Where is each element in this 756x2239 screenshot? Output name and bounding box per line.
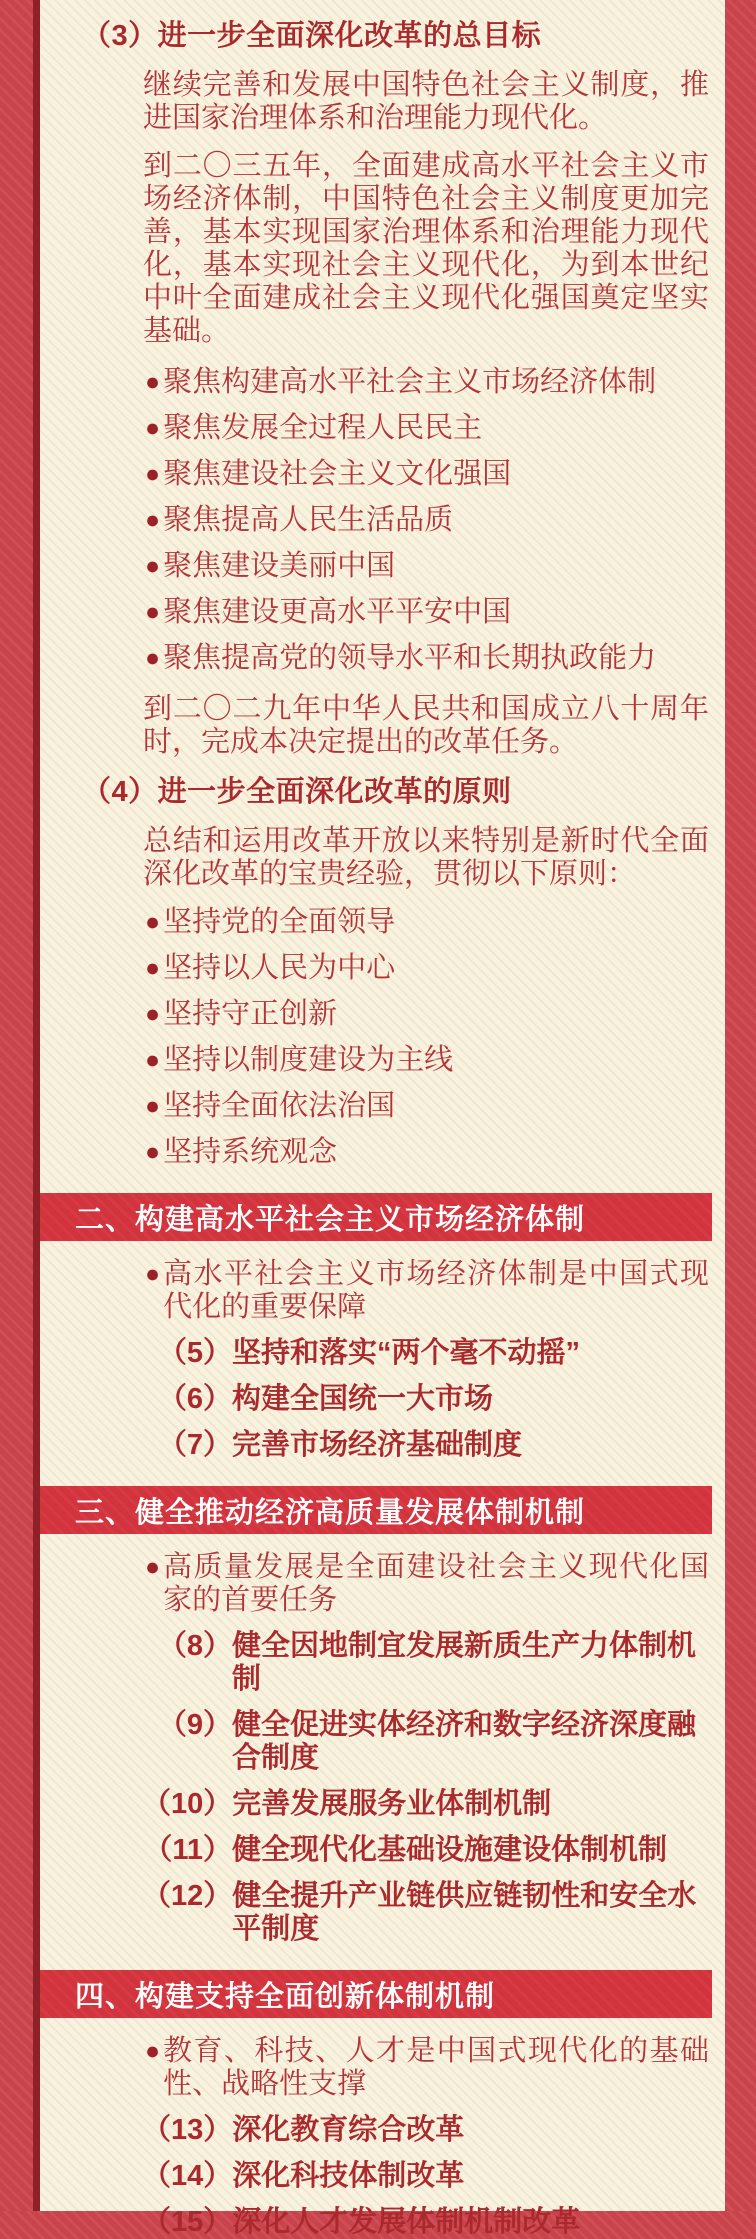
focus-bullet-list: [40, 366, 725, 675]
item-text: 深化人才发展体制机制改革: [232, 2206, 581, 2238]
section-lead-label: 教育、科技、人才是中国式现代化的基础性、战略性支撑: [163, 2035, 709, 2100]
list-item: [40, 458, 725, 491]
section-lead-label: 高水平社会主义市场经济体制是中国式现代化的重要保障: [163, 1258, 709, 1323]
list-item: [40, 1136, 725, 1169]
principle-bullet-list: [40, 906, 725, 1169]
item-number: （11）: [143, 1834, 232, 1866]
section-banner-2: 二、构建高水平社会主义市场经济体制: [40, 1193, 712, 1241]
item-number: （15）: [142, 2206, 233, 2238]
section-lead: [40, 2035, 725, 2101]
list-item: [40, 952, 725, 985]
bullet-dot-icon: ●: [145, 1553, 161, 1581]
item-text: 坚持和落实“两个毫不动摇”: [232, 1337, 581, 1369]
item-text: 健全现代化基础设施建设体制机制: [232, 1834, 668, 1866]
section-lead: [40, 1551, 725, 1617]
section-lead: [40, 1258, 725, 1324]
bullet-dot-icon: ●: [145, 506, 161, 534]
list-item-label: 聚焦建设美丽中国: [163, 550, 396, 582]
item-number: （12）: [142, 1880, 233, 1912]
item-number: （5）: [157, 1337, 232, 1369]
heading-item-4: （4）进一步全面深化改革的原则: [82, 776, 512, 808]
numbered-item-12: [40, 1880, 725, 1946]
list-item: [40, 412, 725, 445]
list-item: [40, 998, 725, 1031]
paragraph-continue-system: 继续完善和发展中国特色社会主义制度，推进国家治理体系和治理能力现代化。: [143, 69, 709, 134]
bullet-dot-icon: ●: [145, 1092, 161, 1120]
bullet-dot-icon: ●: [145, 644, 161, 672]
list-item: [40, 504, 725, 537]
bullet-dot-icon: ●: [145, 1000, 161, 1028]
numbered-item-13: [40, 2114, 725, 2147]
list-item: [40, 642, 725, 675]
paragraph-2029-task: 到二〇二九年中华人民共和国成立八十周年时，完成本决定提出的改革任务。: [143, 693, 709, 758]
list-item-label: 坚持系统观念: [163, 1136, 338, 1168]
numbered-item-6: [40, 1383, 725, 1416]
bullet-dot-icon: ●: [145, 1046, 161, 1074]
item-number: （13）: [142, 2114, 233, 2146]
item-text: 健全促进实体经济和数字经济深度融合制度: [232, 1709, 697, 1774]
item-number: （8）: [157, 1630, 232, 1662]
heading-item-3: （3）进一步全面深化改革的总目标: [82, 20, 542, 52]
item-text: 深化科技体制改革: [232, 2160, 465, 2192]
item-number: （9）: [157, 1709, 232, 1741]
numbered-item-11: [40, 1834, 725, 1867]
list-item-label: 聚焦建设更高水平平安中国: [163, 596, 512, 628]
item-number: （10）: [142, 1788, 233, 1820]
list-item-label: 聚焦提高人民生活品质: [163, 504, 454, 536]
bullet-dot-icon: ●: [145, 954, 161, 982]
left-border-accent-strip: [33, 0, 40, 2211]
bullet-dot-icon: ●: [145, 552, 161, 580]
list-item-label: 坚持以制度建设为主线: [163, 1044, 454, 1076]
item-number: （6）: [157, 1383, 232, 1415]
list-item-label: 聚焦构建高水平社会主义市场经济体制: [163, 366, 657, 398]
section-banner-4: 四、构建支持全面创新体制机制: [40, 1970, 712, 2018]
bullet-dot-icon: ●: [145, 1260, 161, 1288]
numbered-item-5: [40, 1337, 725, 1370]
bullet-dot-icon: ●: [145, 908, 161, 936]
document-content: [40, 0, 725, 2238]
list-item-label: 坚持党的全面领导: [163, 906, 396, 938]
list-item-label: 坚持全面依法治国: [163, 1090, 396, 1122]
paragraph-2035-goal: 到二〇三五年，全面建成高水平社会主义市场经济体制，中国特色社会主义制度更加完善，基本实现国家治理体系和治理能力现代化，基本实现社会主义现代化，为到本世纪中叶全面建成社会主义现代化强国奠定坚实基础。: [143, 150, 709, 347]
list-item-label: 聚焦发展全过程人民民主: [163, 412, 483, 444]
item-text: 深化教育综合改革: [232, 2114, 465, 2146]
item-text: 完善市场经济基础制度: [232, 1429, 523, 1461]
item-number: （14）: [142, 2160, 233, 2192]
item-text: 完善发展服务业体制机制: [232, 1788, 552, 1820]
numbered-item-15: [40, 2206, 725, 2239]
list-item-label: 坚持守正创新: [163, 998, 338, 1030]
section-lead-label: 高质量发展是全面建设社会主义现代化国家的首要任务: [163, 1551, 709, 1616]
section-banner-3: 三、健全推动经济高质量发展体制机制: [40, 1486, 712, 1534]
bullet-dot-icon: ●: [145, 414, 161, 442]
list-item: [40, 596, 725, 629]
numbered-item-10: [40, 1788, 725, 1821]
bullet-dot-icon: ●: [145, 460, 161, 488]
item-text: 健全因地制宜发展新质生产力体制机制: [232, 1630, 697, 1695]
bullet-dot-icon: ●: [145, 598, 161, 626]
numbered-item-7: [40, 1429, 725, 1462]
item-text: 健全提升产业链供应链韧性和安全水平制度: [232, 1880, 697, 1945]
numbered-item-14: [40, 2160, 725, 2193]
paragraph-principles-intro: 总结和运用改革开放以来特别是新时代全面深化改革的宝贵经验，贯彻以下原则：: [143, 825, 709, 890]
list-item: [40, 1090, 725, 1123]
list-item-label: 聚焦建设社会主义文化强国: [163, 458, 512, 490]
numbered-item-9: [40, 1709, 725, 1775]
numbered-item-8: [40, 1630, 725, 1696]
item-number: （7）: [157, 1429, 232, 1461]
bullet-dot-icon: ●: [145, 1138, 161, 1166]
list-item-label: 聚焦提高党的领导水平和长期执政能力: [163, 642, 657, 674]
list-item: [40, 550, 725, 583]
list-item: [40, 1044, 725, 1077]
list-item: [40, 366, 725, 399]
item-text: 构建全国统一大市场: [232, 1383, 494, 1415]
bullet-dot-icon: ●: [145, 2037, 161, 2065]
bullet-dot-icon: ●: [145, 368, 161, 396]
list-item: [40, 906, 725, 939]
list-item-label: 坚持以人民为中心: [163, 952, 396, 984]
